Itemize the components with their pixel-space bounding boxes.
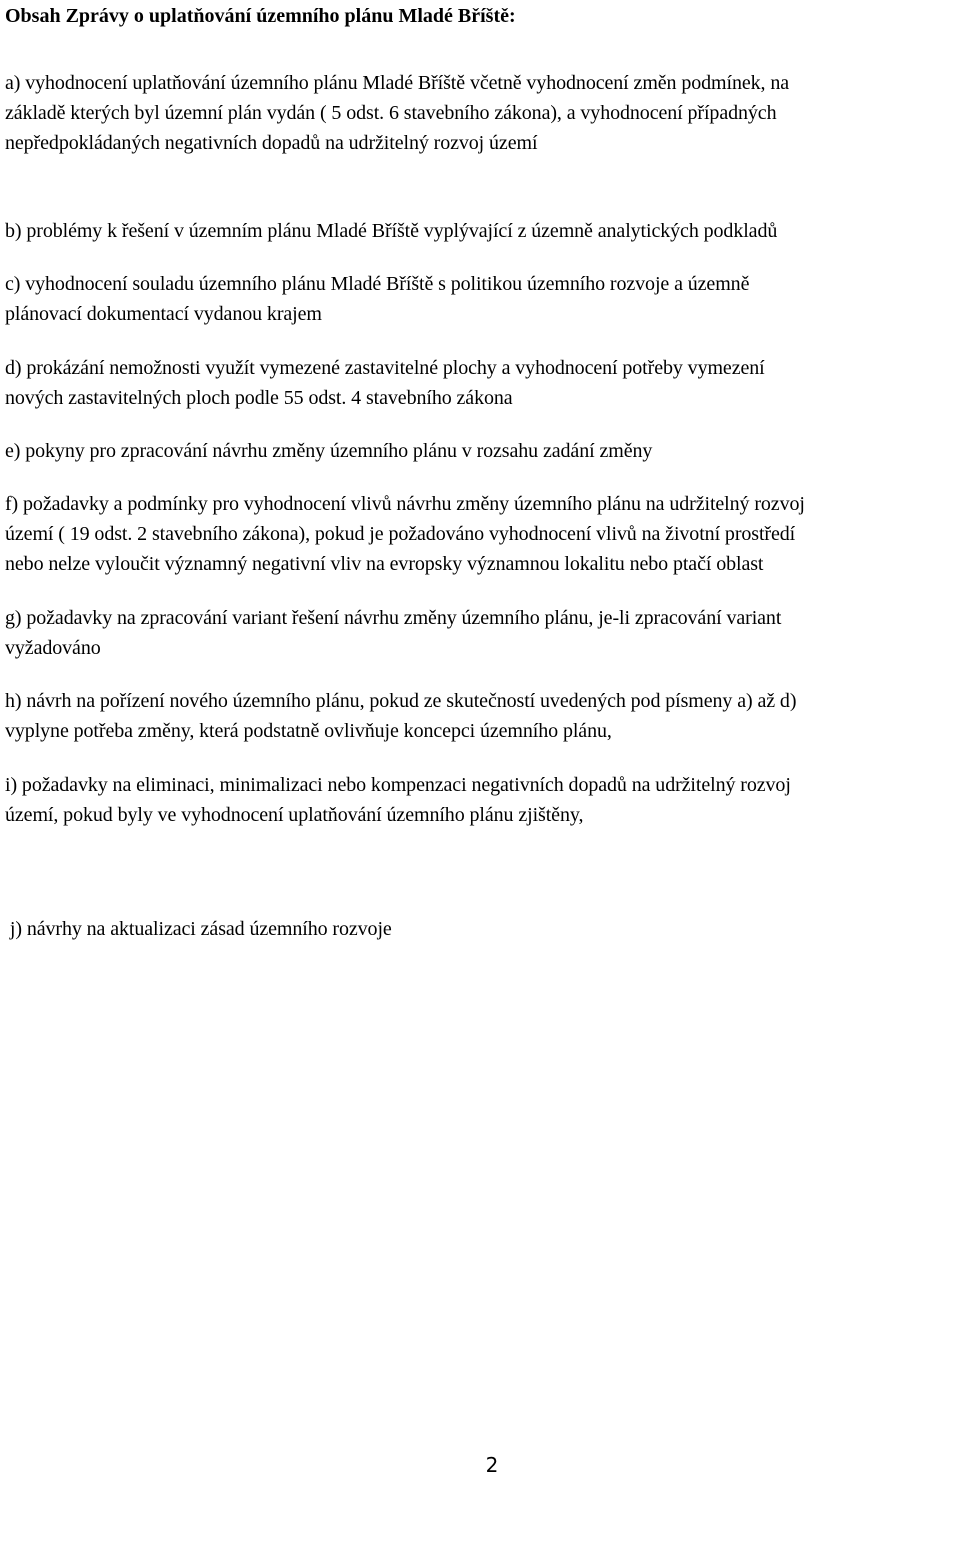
list-item-line: nepředpokládaných negativních dopadů na udržitelný rozvoj území — [5, 132, 538, 154]
list-item-line: c) vyhodnocení souladu územního plánu Mladé Bříště s politikou územního rozvoje a územně — [5, 273, 750, 295]
list-item-line: plánovací dokumentací vydanou krajem — [5, 303, 322, 325]
list-item-line: b) problémy k řešení v územním plánu Mladé Bříště vyplývající z územně analytických podkladů — [5, 220, 778, 242]
list-item-line: g) požadavky na zpracování variant řešení návrhu změny územního plánu, je-li zpracování variant — [5, 607, 782, 629]
page-number: 2 — [485, 1453, 499, 1477]
list-item-line: a) vyhodnocení uplatňování územního plánu Mladé Bříště včetně vyhodnocení změn podmínek, na — [5, 72, 790, 94]
list-item-line: j) návrhy na aktualizaci zásad územního rozvoje — [5, 918, 392, 940]
list-item-c — [5, 269, 958, 329]
list-item-a — [5, 68, 958, 158]
list-item-i — [5, 770, 958, 830]
list-item-j — [5, 854, 958, 1004]
list-item-line: i) požadavky na eliminaci, minimalizaci nebo kompenzaci negativních dopadů na udržitelný rozvoj — [5, 774, 791, 796]
list-item-line: vyžadováno — [5, 637, 101, 659]
list-item-f — [5, 489, 958, 579]
list-item-line: nebo nelze vyloučit významný negativní vliv na evropsky významnou lokalitu nebo ptačí oblast — [5, 553, 764, 575]
list-item-d — [5, 353, 958, 413]
list-item-line: nových zastavitelných ploch podle 55 odst. 4 stavebního zákona — [5, 387, 513, 409]
list-item-e — [5, 436, 958, 466]
list-item-line: e) pokyny pro zpracování návrhu změny územního plánu v rozsahu zadání změny — [5, 440, 653, 462]
list-item-line: h) návrh na pořízení nového územního plánu, pokud ze skutečností uvedených pod písmeny a) až d) — [5, 690, 797, 712]
list-item-b — [5, 216, 958, 246]
list-item-line: základě kterých byl územní plán vydán ( 5 odst. 6 stavebního zákona), a vyhodnocení případných — [5, 102, 777, 124]
list-item-line: území ( 19 odst. 2 stavebního zákona), pokud je požadováno vyhodnocení vlivů na životní prostředí — [5, 523, 796, 545]
list-item-line: f) požadavky a podmínky pro vyhodnocení vlivů návrhu změny územního plánu na udržitelný rozvoj — [5, 493, 805, 515]
list-item-line: vyplyne potřeba změny, která podstatně ovlivňuje koncepci územního plánu, — [5, 720, 612, 742]
list-item-line: d) prokázání nemožnosti využít vymezené zastavitelné plochy a vyhodnocení potřeby vymezení — [5, 357, 765, 379]
list-item-g — [5, 603, 958, 663]
list-item-h — [5, 686, 958, 746]
document-title: Obsah Zprávy o uplatňování územního plánu Mladé Bříště: — [5, 5, 516, 27]
list-item-line: území, pokud byly ve vyhodnocení uplatňování územního plánu zjištěny, — [5, 804, 584, 826]
